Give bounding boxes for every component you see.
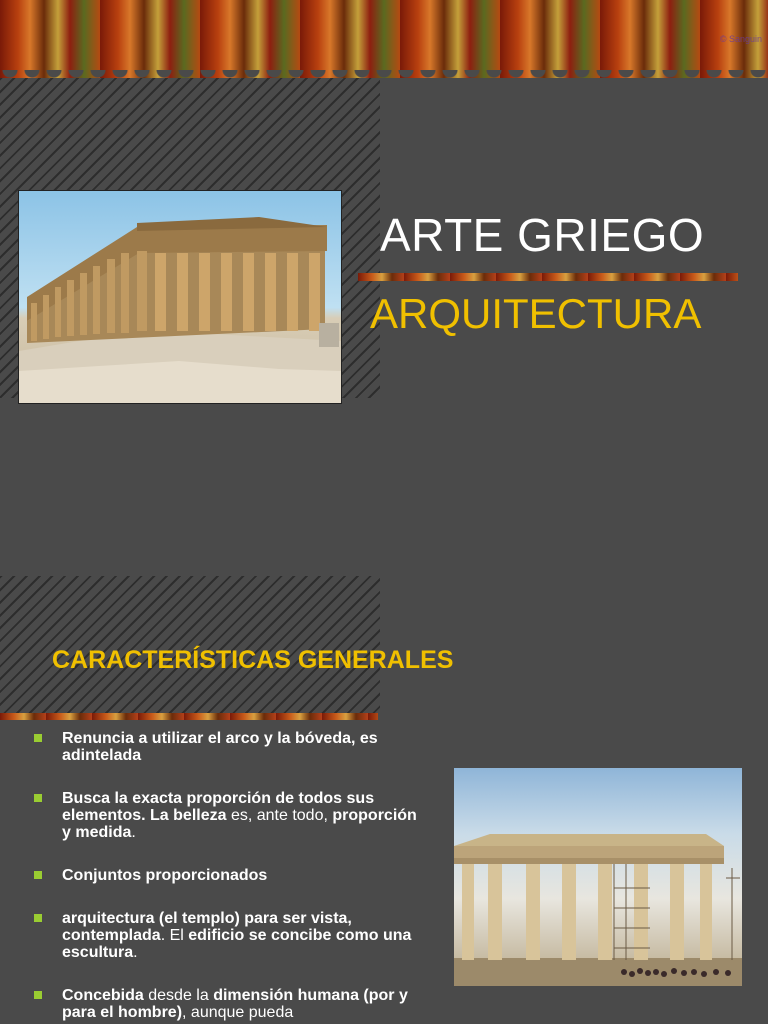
bullet-text: desde la — [143, 987, 214, 1004]
bullet-text: proporción y medida — [62, 807, 417, 841]
bullet-text: . El — [160, 927, 189, 944]
title-divider — [358, 273, 738, 281]
banner-watermark: © Sanguin — [719, 34, 762, 44]
bullet-square-icon — [34, 871, 42, 879]
bullet-square-icon — [34, 734, 42, 742]
bullet-text: Busca la exacta proporción de todos sus elementos. La belleza — [62, 790, 375, 824]
bullet-square-icon — [34, 991, 42, 999]
bullet-text: dimensión humana (por y para el hombre) — [62, 987, 408, 1021]
slide-subtitle: ARQUITECTURA — [370, 290, 702, 337]
bullet-text: es, ante todo, — [226, 807, 333, 824]
list-item — [30, 790, 430, 841]
list-item — [30, 867, 430, 884]
bullet-text: . — [131, 824, 136, 841]
bullet-text: Conjuntos proporcionados — [62, 867, 268, 884]
section-title: CARACTERÍSTICAS GENERALES — [52, 646, 454, 674]
bullet-text: edificio se concibe como una escultura — [62, 927, 412, 961]
list-item — [30, 730, 430, 764]
bullet-text: , aunque pueda — [182, 1004, 294, 1021]
bullet-square-icon — [34, 794, 42, 802]
bullet-square-icon — [34, 914, 42, 922]
bullet-text: Renuncia a utilizar el arco y la bóveda, es adintelada — [62, 730, 378, 764]
decorative-banner — [0, 0, 768, 78]
bullet-text: . — [133, 944, 138, 961]
bullet-text: Concebida — [62, 987, 144, 1004]
title-divider — [0, 713, 378, 720]
list-item — [30, 910, 430, 961]
slide-title: ARTE GRIEGO — [380, 209, 705, 261]
characteristics-list — [30, 730, 430, 1024]
list-item — [30, 987, 430, 1021]
parthenon-photo-front — [454, 768, 742, 986]
content-slide — [0, 576, 768, 1024]
parthenon-photo-angled — [18, 190, 342, 404]
bullet-text: arquitectura (el templo) para ser vista, contemplada — [62, 910, 352, 944]
